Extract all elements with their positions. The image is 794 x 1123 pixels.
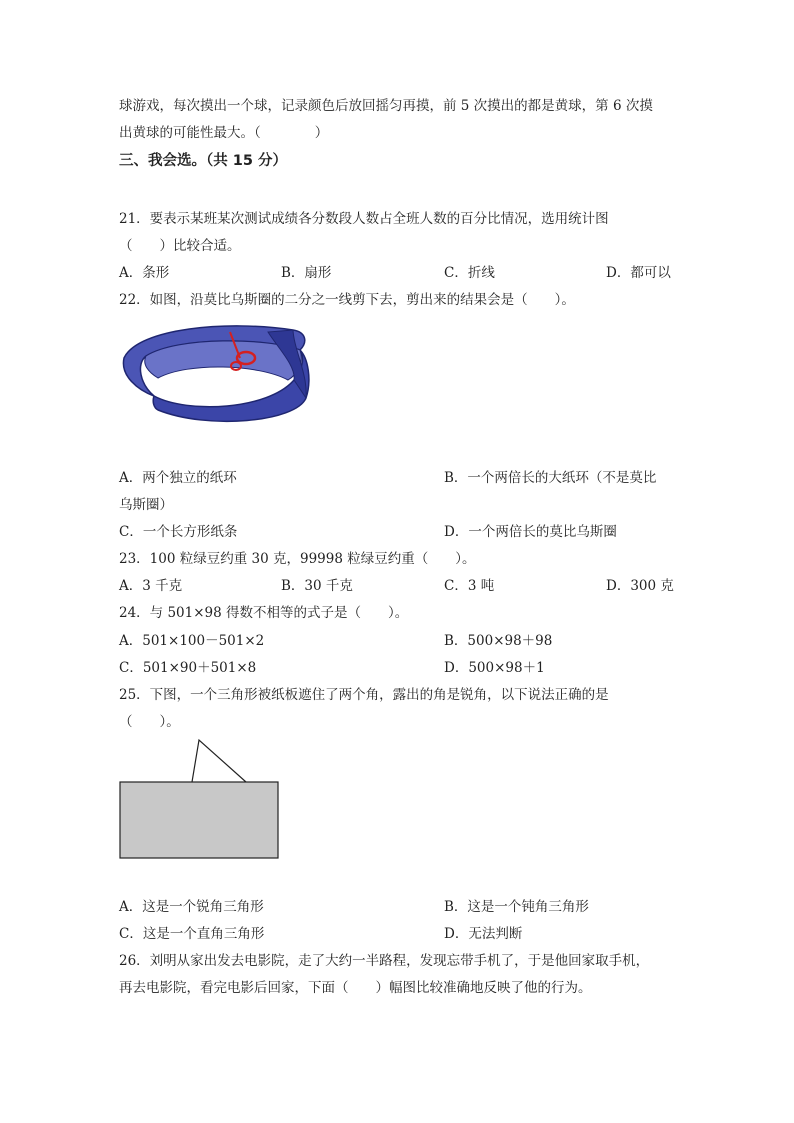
q23-option-c: C．3 吨 xyxy=(444,578,495,594)
q21-stem-line-1: 21．要表示某班某次测试成绩各分数段人数占全班人数的百分比情况，选用统计图 xyxy=(119,211,609,227)
q25-stem-line-2: （ ）。 xyxy=(119,714,180,730)
intro-line-2: 出黄球的可能性最大。（ ） xyxy=(119,125,329,141)
q23-option-a: A．3 千克 xyxy=(119,578,183,594)
q26-line-1: 26．刘明从家出发去电影院，走了大约一半路程，发现忘带手机了，于是他回家取手机， xyxy=(119,953,650,969)
q21-option-c: C．折线 xyxy=(444,265,495,281)
q25-option-d: D．无法判断 xyxy=(444,926,523,942)
triangle-visible-angle xyxy=(192,740,246,782)
q25-option-c: C．这是一个直角三角形 xyxy=(119,926,265,942)
triangle-board-figure xyxy=(118,738,282,862)
section-heading: 三、我会选。（共 15 分） xyxy=(119,153,288,169)
q24-stem: 24．与 501×98 得数不相等的式子是（ ）。 xyxy=(119,605,409,621)
q22-option-d: D．一个两倍长的莫比乌斯圈 xyxy=(444,524,617,540)
q23-stem: 23．100 粒绿豆约重 30 克，99998 粒绿豆约重（ ）。 xyxy=(119,551,476,567)
q23-option-b: B．30 千克 xyxy=(281,578,353,594)
q22-stem: 22．如图，沿莫比乌斯圈的二分之一线剪下去，剪出来的结果会是（ ）。 xyxy=(119,292,575,308)
q26-line-2: 再去电影院，看完电影后回家，下面（ ）幅图比较准确地反映了他的行为。 xyxy=(119,980,592,996)
q22-option-b-line-1: B．一个两倍长的大纸环（不是莫比 xyxy=(444,470,657,486)
q22-option-a: A．两个独立的纸环 xyxy=(119,470,237,486)
q24-option-a: A．501×100－501×2 xyxy=(119,633,265,649)
q21-option-a: A．条形 xyxy=(119,265,170,281)
q23-option-d: D．300 克 xyxy=(606,578,674,594)
intro-line-1: 球游戏，每次摸出一个球，记录颜色后放回摇匀再摸，前 5 次摸出的都是黄球，第 6 次摸 xyxy=(119,98,653,114)
q24-option-b: B．500×98＋98 xyxy=(444,633,553,649)
q25-option-a: A．这是一个锐角三角形 xyxy=(119,899,264,915)
cover-board xyxy=(120,782,278,858)
q21-stem-line-2: （ ）比较合适。 xyxy=(119,238,241,254)
q22-option-b-line-2: 乌斯圈） xyxy=(119,497,173,513)
mobius-strip-inner xyxy=(145,341,302,380)
q24-option-d: D．500×98＋1 xyxy=(444,660,545,676)
q22-option-c: C．一个长方形纸条 xyxy=(119,524,238,540)
q25-option-b: B．这是一个钝角三角形 xyxy=(444,899,589,915)
q25-stem-line-1: 25．下图，一个三角形被纸板遮住了两个角，露出的角是锐角，以下说法正确的是 xyxy=(119,687,609,703)
q21-option-d: D．都可以 xyxy=(606,265,671,281)
q24-option-c: C．501×90＋501×8 xyxy=(119,660,257,676)
mobius-strip-figure xyxy=(118,318,318,433)
q21-option-b: B．扇形 xyxy=(281,265,332,281)
